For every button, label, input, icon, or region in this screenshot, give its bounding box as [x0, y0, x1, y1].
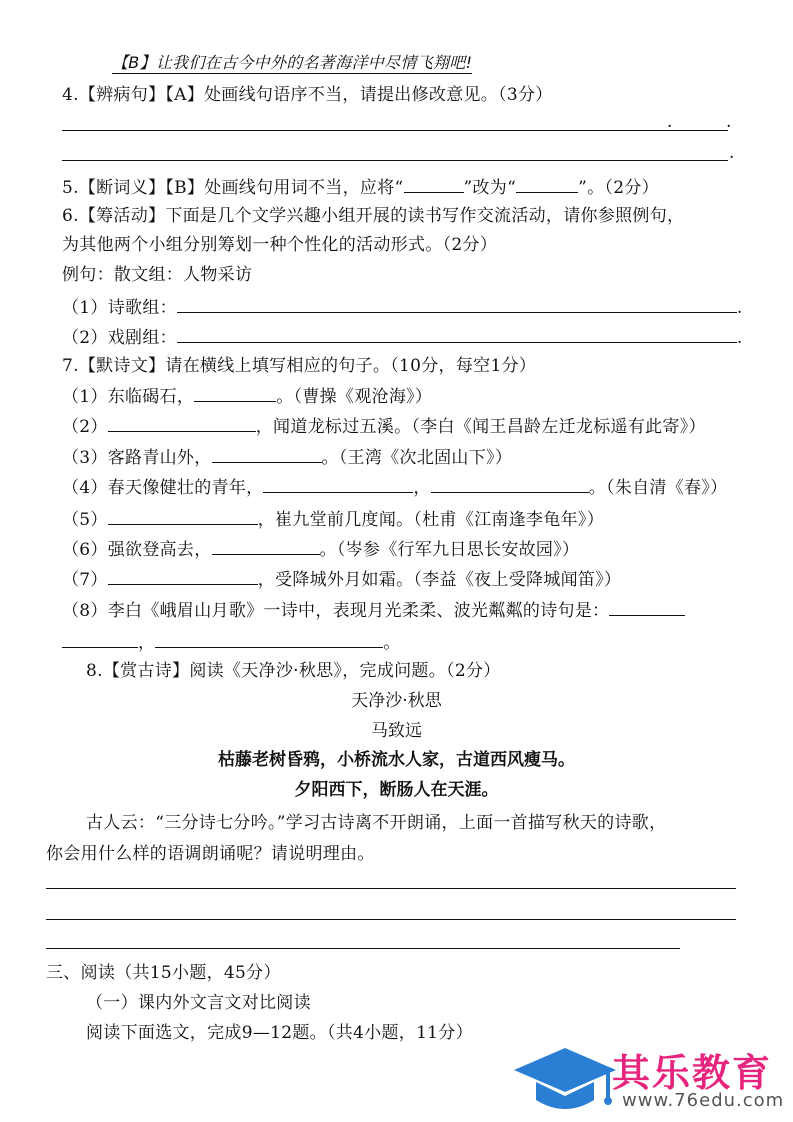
q7-blank-8c[interactable]: [155, 631, 383, 648]
q7-blank-4b[interactable]: [431, 476, 589, 493]
q6-item-2: （2）戏剧组： .: [62, 328, 743, 348]
poem-line-1: 枯藤老树昏鸦，小桥流水人家，古道西风瘦马。: [218, 750, 575, 770]
q6-example: 例句：散文组：人物采访: [62, 265, 253, 285]
q7-item-1: （1）东临碣石， 。（曹操《观沧海》）: [62, 387, 433, 407]
q8-prompt-line-1: 古人云：“三分诗七分吟。”学习古诗离不开朗诵，上面一首描写秋天的诗歌，: [86, 813, 667, 833]
q7-question: 7.【默诗文】请在横线上填写相应的句子。（10分，每空1分）: [62, 356, 537, 376]
q4-answer-line-1[interactable]: [62, 130, 728, 131]
watermark-brand: 其乐教育: [612, 1051, 773, 1095]
poem-author: 马致远: [371, 721, 422, 741]
q7-blank-8a[interactable]: [609, 599, 685, 616]
q5-question: 5.【断词义】【B】处画线句用词不当，应将“ ”改为“ ”。（2分）: [62, 178, 659, 198]
q7-blank-2[interactable]: [108, 415, 256, 432]
q8-prompt-line-2: 你会用什么样的语调朗诵呢？请说明理由。: [46, 844, 375, 864]
q4-dot-1: .: [667, 112, 673, 132]
q7-blank-6[interactable]: [212, 538, 320, 555]
q7-blank-4a[interactable]: [263, 476, 413, 493]
q6-blank-1[interactable]: [177, 296, 737, 313]
q7-item-8-cont: ， 。: [62, 631, 401, 654]
q8-question: 8.【赏古诗】阅读《天净沙·秋思》，完成问题。（2分）: [86, 661, 501, 681]
q8-answer-line-2[interactable]: [46, 919, 736, 920]
section-3-instructions: 阅读下面选文，完成9—12题。（共4小题，11分）: [86, 1023, 473, 1043]
q4-dot-3: .: [729, 143, 735, 163]
q7-item-7: （7） ，受降城外月如霜。（李益《夜上受降城闻笛》）: [62, 570, 622, 590]
q8-answer-line-3[interactable]: [46, 948, 680, 949]
q7-item-8: （8）李白《峨眉山月歌》一诗中，表现月光柔柔、波光粼粼的诗句是：: [62, 599, 685, 622]
q6-question-line-1: 6.【筹活动】下面是几个文学兴趣小组开展的读书写作交流活动，请你参照例句，: [62, 206, 685, 226]
q5-blank-1[interactable]: [404, 176, 464, 193]
section-3-subtitle: （一）课内外文言文对比阅读: [86, 993, 311, 1013]
q8-answer-line-1[interactable]: [46, 888, 736, 889]
poem-line-2: 夕阳西下，断肠人在天涯。: [294, 780, 499, 800]
q6-blank-2[interactable]: [177, 326, 737, 343]
poem-title: 天净沙·秋思: [351, 691, 442, 711]
q4-answer-line-2[interactable]: [62, 160, 728, 161]
watermark-url: www.76edu.com: [622, 1090, 785, 1111]
q7-blank-3[interactable]: [212, 446, 322, 463]
section-3-title: 三、阅读（共15小题，45分）: [46, 963, 281, 983]
q7-item-3: （3）客路青山外， 。（王湾《次北固山下》）: [62, 448, 513, 468]
q3-part-b: 【B】让我们在古今中外的名著海洋中尽情飞翔吧!: [112, 53, 473, 72]
q6-item-1: （1）诗歌组： .: [62, 298, 743, 318]
q7-blank-8b[interactable]: [62, 631, 138, 648]
q4-dot-2: .: [726, 112, 732, 132]
q6-question-line-2: 为其他两个小组分别筹划一种个性化的活动形式。（2分）: [62, 235, 498, 255]
q7-item-4: （4）春天像健壮的青年， ， 。（朱自清《春》）: [62, 478, 728, 498]
q7-blank-1[interactable]: [194, 385, 276, 402]
q7-item-6: （6）强欲登高去， 。（岑参《行军九日思长安故园》）: [62, 540, 580, 560]
q7-item-2: （2） ，闻道龙标过五溪。（李白《闻王昌龄左迁龙标遥有此寄》）: [62, 417, 706, 437]
q7-blank-7[interactable]: [108, 568, 258, 585]
q5-blank-2[interactable]: [516, 176, 578, 193]
q7-item-5: （5） ，崔九堂前几度闻。（杜甫《江南逢李龟年》）: [62, 510, 605, 530]
q4-question: 4.【辨病句】【A】处画线句语序不当，请提出修改意见。（3分）: [62, 85, 553, 105]
q7-blank-5[interactable]: [108, 508, 258, 525]
graduation-cap-icon: [510, 1040, 620, 1120]
